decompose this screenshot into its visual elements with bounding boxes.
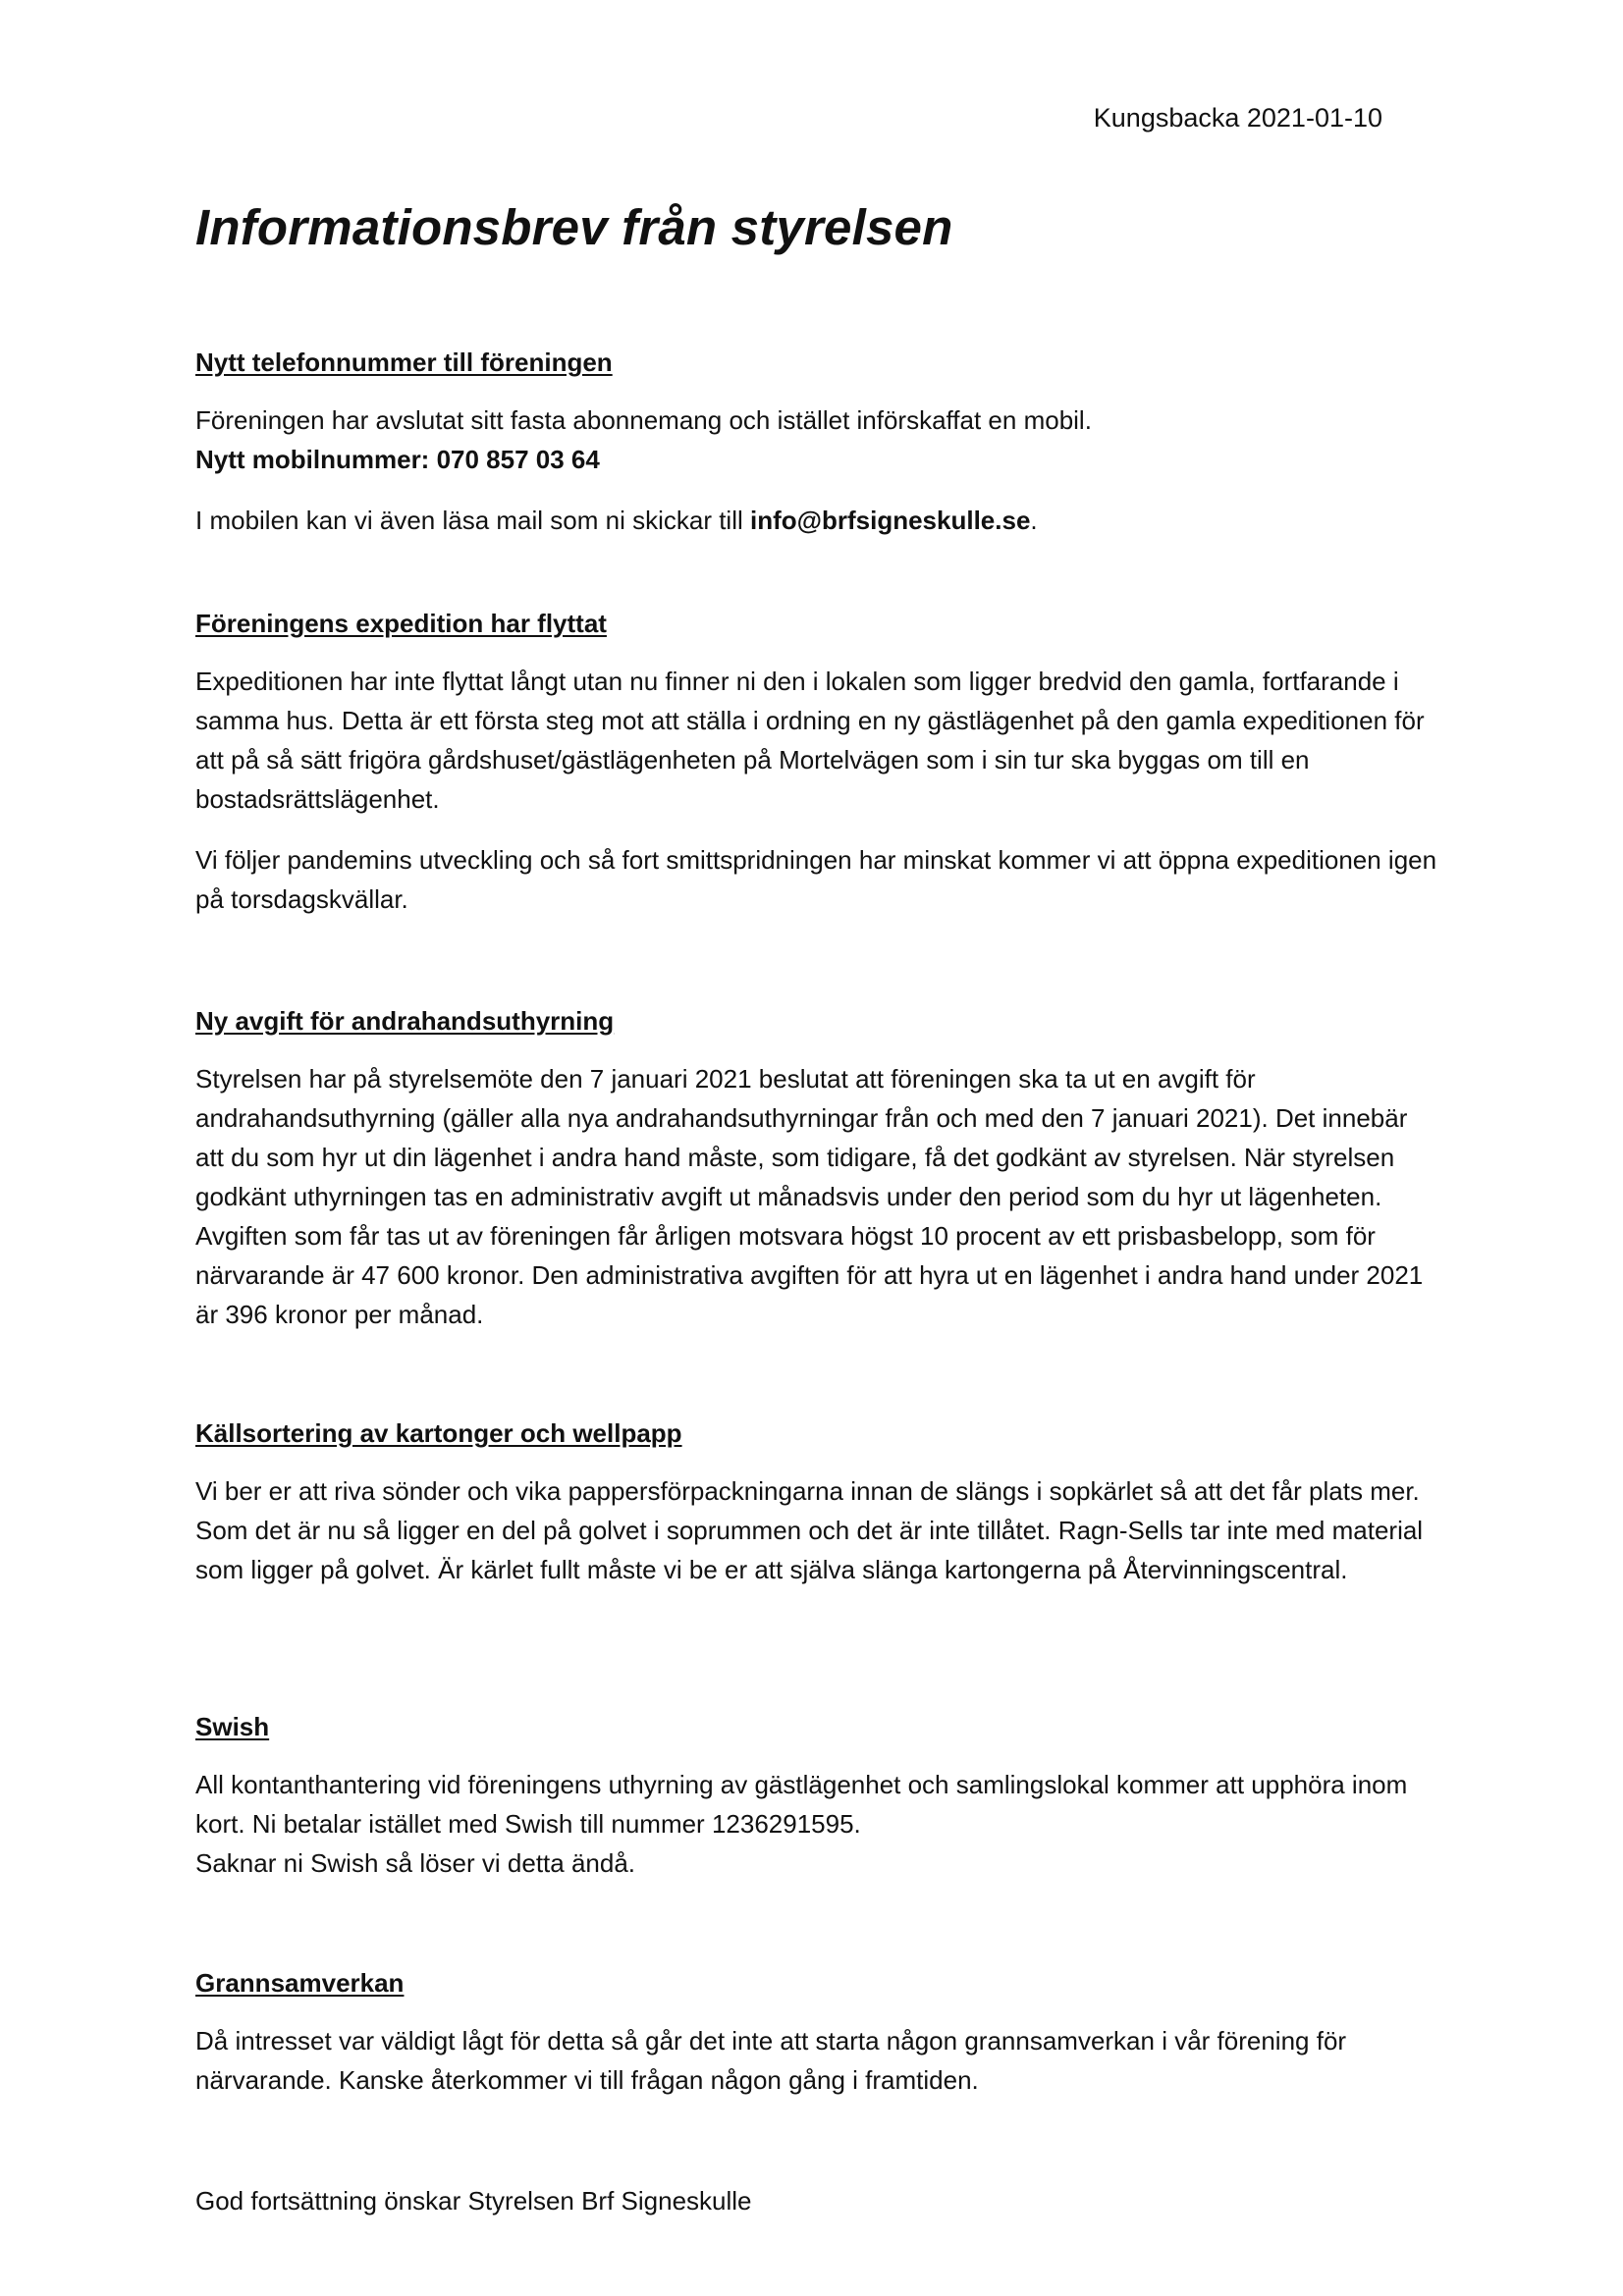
expedition-paragraph-1: Expeditionen har inte flyttat långt utan nu finner ni den i lokalen som ligger bredvid den gamla, fortfarande i samma hus. Detta är ett första steg mot att ställa i ordning en ny gästlägenhet på den gamla expeditionen för att på så sätt frigöra gårdshuset/gästlägenheten på Mortelvägen som i sin tur ska byggas om till en bostadsrättslägenhet.	[195, 667, 1425, 814]
page-title: Informationsbrev från styrelsen	[195, 199, 953, 255]
section-swish	[195, 1710, 1442, 1904]
section-neighbours	[195, 1966, 1442, 2121]
mail-prefix: I mobilen kan vi även läsa mail som ni skickar till	[195, 506, 750, 535]
section-expedition	[195, 607, 1442, 940]
email-address: info@brfsigneskulle.se	[749, 506, 1031, 535]
section-sublet	[195, 1004, 1442, 1356]
closing-line: God fortsättning önskar Styrelsen Brf Signeskulle	[195, 2186, 752, 2216]
section-phone	[195, 346, 1442, 561]
mobile-number: Nytt mobilnummer: 070 857 03 64	[195, 445, 600, 474]
mail-suffix: .	[1030, 506, 1038, 535]
neighbours-paragraph: Då intresset var väldigt lågt för detta så går det inte att starta någon grannsamverkan i vår förening för närvarande. Kanske återkommer vi till frågan någon gång i framtiden.	[195, 2026, 1347, 2095]
section-heading-neighbours: Grannsamverkan	[195, 1968, 405, 1998]
section-heading-phone: Nytt telefonnummer till föreningen	[195, 347, 613, 377]
section-heading-recycling: Källsortering av kartonger och wellpapp	[195, 1418, 682, 1448]
expedition-paragraph-2: Vi följer pandemins utveckling och så fort smittspridningen har minskat kommer vi att öppna expeditionen igen på torsdagskvällar.	[195, 845, 1437, 914]
swish-paragraph-1: All kontanthantering vid föreningens uthyrning av gästlägenhet och samlingslokal kommer att upphöra inom kort. Ni betalar istället med Swish till nummer 1236291595.	[195, 1770, 1408, 1839]
section-heading-swish: Swish	[195, 1712, 270, 1741]
section-recycling	[195, 1416, 1442, 1611]
place-date: Kungsbacka 2021-01-10	[1093, 103, 1382, 133]
phone-intro: Föreningen har avslutat sitt fasta abonnemang och istället införskaffat en mobil.	[195, 405, 1092, 435]
section-heading-sublet: Ny avgift för andrahandsuthyrning	[195, 1006, 615, 1036]
mail-line	[195, 501, 1442, 540]
section-heading-expedition: Föreningens expedition har flyttat	[195, 609, 607, 638]
sublet-paragraph: Styrelsen har på styrelsemöte den 7 januari 2021 beslutat att föreningen ska ta ut en avgift för andrahandsuthyrning (gäller alla nya andrahandsuthyrningar från och med den 7 januari 2021). Det innebär att du som hyr ut din lägenhet i andra hand måste, som tidigare, få det godkänt av styrelsen. När styrelsen godkänt uthyrningen tas en administrativ avgift ut månadsvis under den period som du hyr ut lägenheten. Avgiften som får tas ut av föreningen får årligen motsvara högst 10 procent av ett prisbasbelopp, som för närvarande är 47 600 kronor. Den administrativa avgiften för att hyra ut en lägenhet i andra hand under 2021 är 396 kronor per månad.	[195, 1064, 1424, 1329]
swish-paragraph-2: Saknar ni Swish så löser vi detta ändå.	[195, 1848, 636, 1878]
recycling-paragraph: Vi ber er att riva sönder och vika pappersförpackningarna innan de slängs i sopkärlet så att det får plats mer. Som det är nu så ligger en del på golvet i soprummen och det är inte tillåtet. Ragn-Sells tar inte med material som ligger på golvet. Är kärlet fullt måste vi be er att själva slänga kartongerna på Återvinningscentral.	[195, 1476, 1424, 1584]
